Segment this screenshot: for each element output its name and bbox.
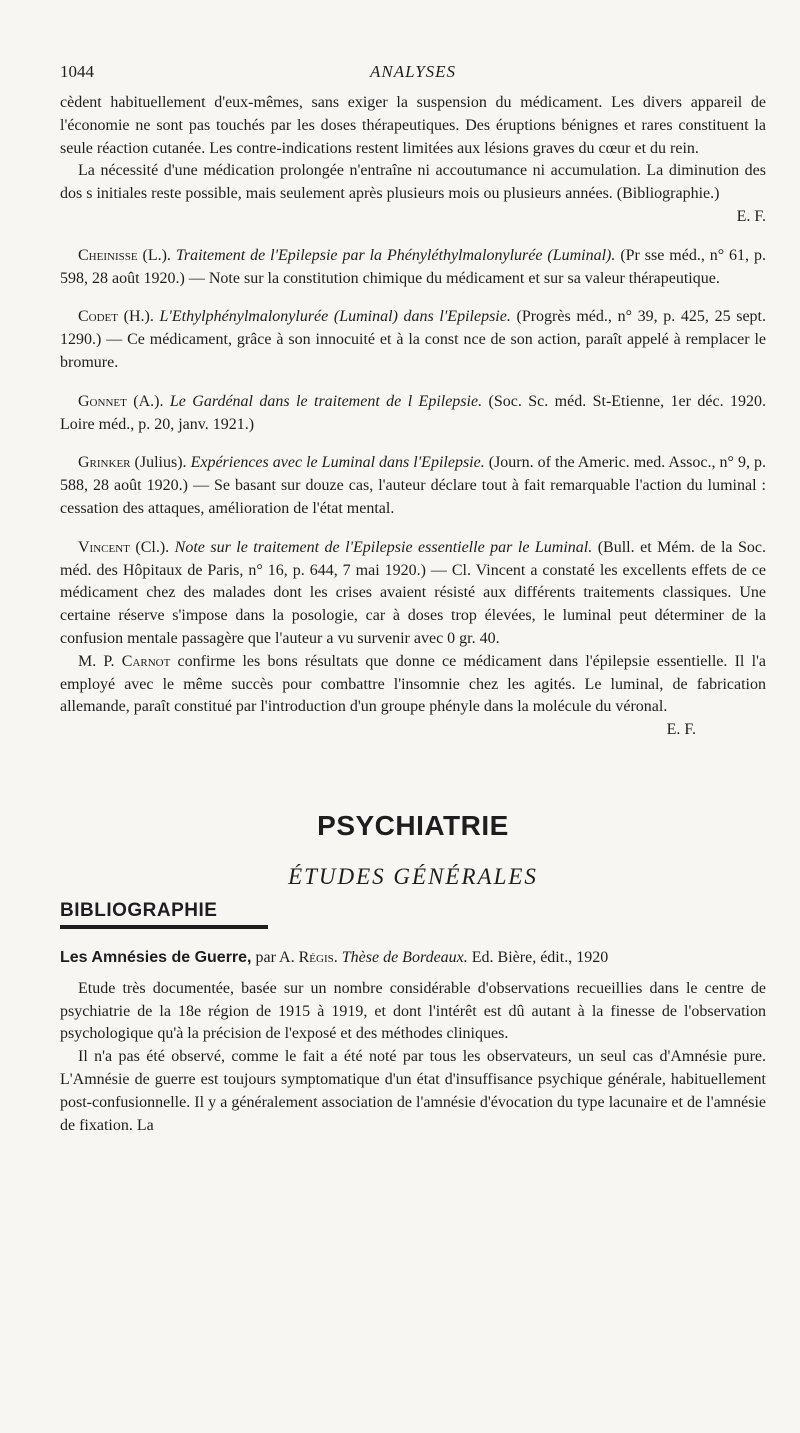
page-number: 1044 (60, 62, 94, 81)
paragraph (60, 651, 766, 742)
heading-rule (60, 925, 268, 929)
ref-author: Gonnet (78, 392, 127, 410)
ref-details: (Pr sse méd., n° 61, p. 598, 28 août 1920.) — Note sur la constitution chimique du médicament et sur sa valeur thérapeutique. (60, 246, 766, 287)
reference-entry (60, 452, 766, 520)
paragraph: Il n'a pas été observé, comme le fait a été noté par tous les observateurs, un seul cas d'Amnésie pure. L'Amnésie de guerre est toujours symptomatique d'un état d'insuffisance psychique générale, habituellement post-confusionnelle. Il y a généralement association de l'amnésie d'évocation du type lacunaire et de l'amnésie de fixation. La (60, 1048, 766, 1134)
ref-initial: (Julius). (130, 454, 191, 472)
ref-details: (Journ. of the Americ. med. Assoc., n° 9, p. 588, 28 août 1920.) — Se basant sur douze cas, l'auteur déclare tout à fait remarquable l'action du luminal : cessation des attaques, amélioration de l'état mental. (60, 454, 766, 517)
bibliography-heading: BIBLIOGRAPHIE (60, 899, 218, 921)
page-header (60, 62, 766, 92)
article-by: par A. (251, 948, 299, 966)
ref-title: Traitement de l'Epilepsie par la Phényléthylmalonylurée (Luminal). (175, 246, 616, 264)
reference-entry (60, 391, 766, 437)
ref-details: (Progrès méd., n° 39, p. 425, 25 sept. 1290.) — Ce médicament, grâce à son innocuité et à la const nce de son action, paraît appelé à remplacer le bromure. (60, 308, 767, 371)
ref-author: Vincent (78, 538, 130, 556)
page (60, 62, 766, 1137)
ref-author: Cheinisse (78, 246, 138, 264)
ref-details: (Soc. Sc. méd. St-Etienne, 1er déc. 1920. Loire méd., p. 20, janv. 1921.) (60, 392, 767, 433)
carnot-text: confirme les bons résultats que donne ce médicament dans l'épilepsie essentielle. Il l'a employé avec le même succès pour combattre l'insomnie chez les agités. Le luminal, de fabrication allemande, paraît constitué par l'introduction d'un groupe phényle dans la molécule du véronal. (60, 652, 766, 716)
paragraph: cèdent habituellement d'eux-mêmes, sans exiger la suspension du médicament. Les divers appareil de l'économie ne sont pas touchés par les doses thérapeutiques. Des éruptions bénignes et rares constituent la seule réaction cutanée. Les contre-indications restent limitées aux lésions graves du cœur et du rein. (60, 94, 766, 157)
reference-entry (60, 306, 766, 374)
ref-initial: (Cl.). (129, 538, 175, 556)
article-heading (60, 947, 766, 970)
ref-initial: (H.). (118, 308, 160, 326)
running-head: ANALYSES (369, 62, 457, 81)
article-title: Les Amnésies de Guerre, (60, 948, 252, 966)
ref-details: (Bull. et Mém. de la Soc. méd. des Hôpitaux de Paris, n° 16, p. 644, 7 mai 1920.) — Cl. Vincent a constaté les excellents effets de ce médicament chez des malades dont les crises avaient résisté aux différents traitements classiques. Une certaine réserve s'impose dans la posologie, car à doses trop élevées, le luminal peut déterminer de la confusion mentale passagère que l'auteur a vu survenir avec 0 gr. 40. (60, 538, 767, 647)
paragraph: Etude très documentée, basée sur un nombre considérable d'observations recueillies dans le centre de psychiatrie de la 18e région de 1915 à 1919, et dont l'intérêt est dû autant à la finesse de l'observation psychologique qu'à la précision de l'exposé et des méthodes cliniques. (60, 979, 766, 1043)
carnot-author: Carnot (121, 652, 171, 670)
ref-initial: (A.). (126, 392, 170, 410)
paragraph-text: La nécessité d'une médication prolongée n'entraîne ni accoutumance ni accumulation. La diminution des dos s initiales reste possible, mais seulement après plusieurs mois ou plusieurs années. (Bibliographie.) (60, 162, 766, 203)
ref-author: Grinker (78, 454, 131, 472)
author-initials: E. F. (666, 721, 696, 739)
article-author: Régis (298, 948, 334, 966)
ref-author: Codet (78, 308, 118, 326)
subsection-title: ÉTUDES GÉNÉRALES (288, 863, 538, 889)
reference-entry (60, 245, 766, 291)
article-source: Thèse de Bordeaux. (341, 948, 468, 966)
article-dot: . (333, 948, 342, 966)
carnot-prefix: M. P. (78, 652, 122, 670)
ref-title: Note sur le traitement de l'Epilepsie essentielle par le Luminal. (174, 538, 593, 556)
article-details: Ed. Bière, édit., 1920 (467, 948, 609, 966)
section-title: PSYCHIATRIE (317, 809, 509, 841)
reference-entry (60, 537, 766, 651)
author-initials: E. F. (736, 207, 766, 225)
ref-title: Le Gardénal dans le traitement de l Epilepsie. (169, 392, 483, 410)
ref-initial: (L.). (137, 246, 176, 264)
paragraph (60, 160, 766, 228)
ref-title: Expériences avec le Luminal dans l'Epilepsie. (190, 454, 485, 472)
ref-title: L'Ethylphénylmalonylurée (Luminal) dans l'Epilepsie. (159, 308, 511, 326)
